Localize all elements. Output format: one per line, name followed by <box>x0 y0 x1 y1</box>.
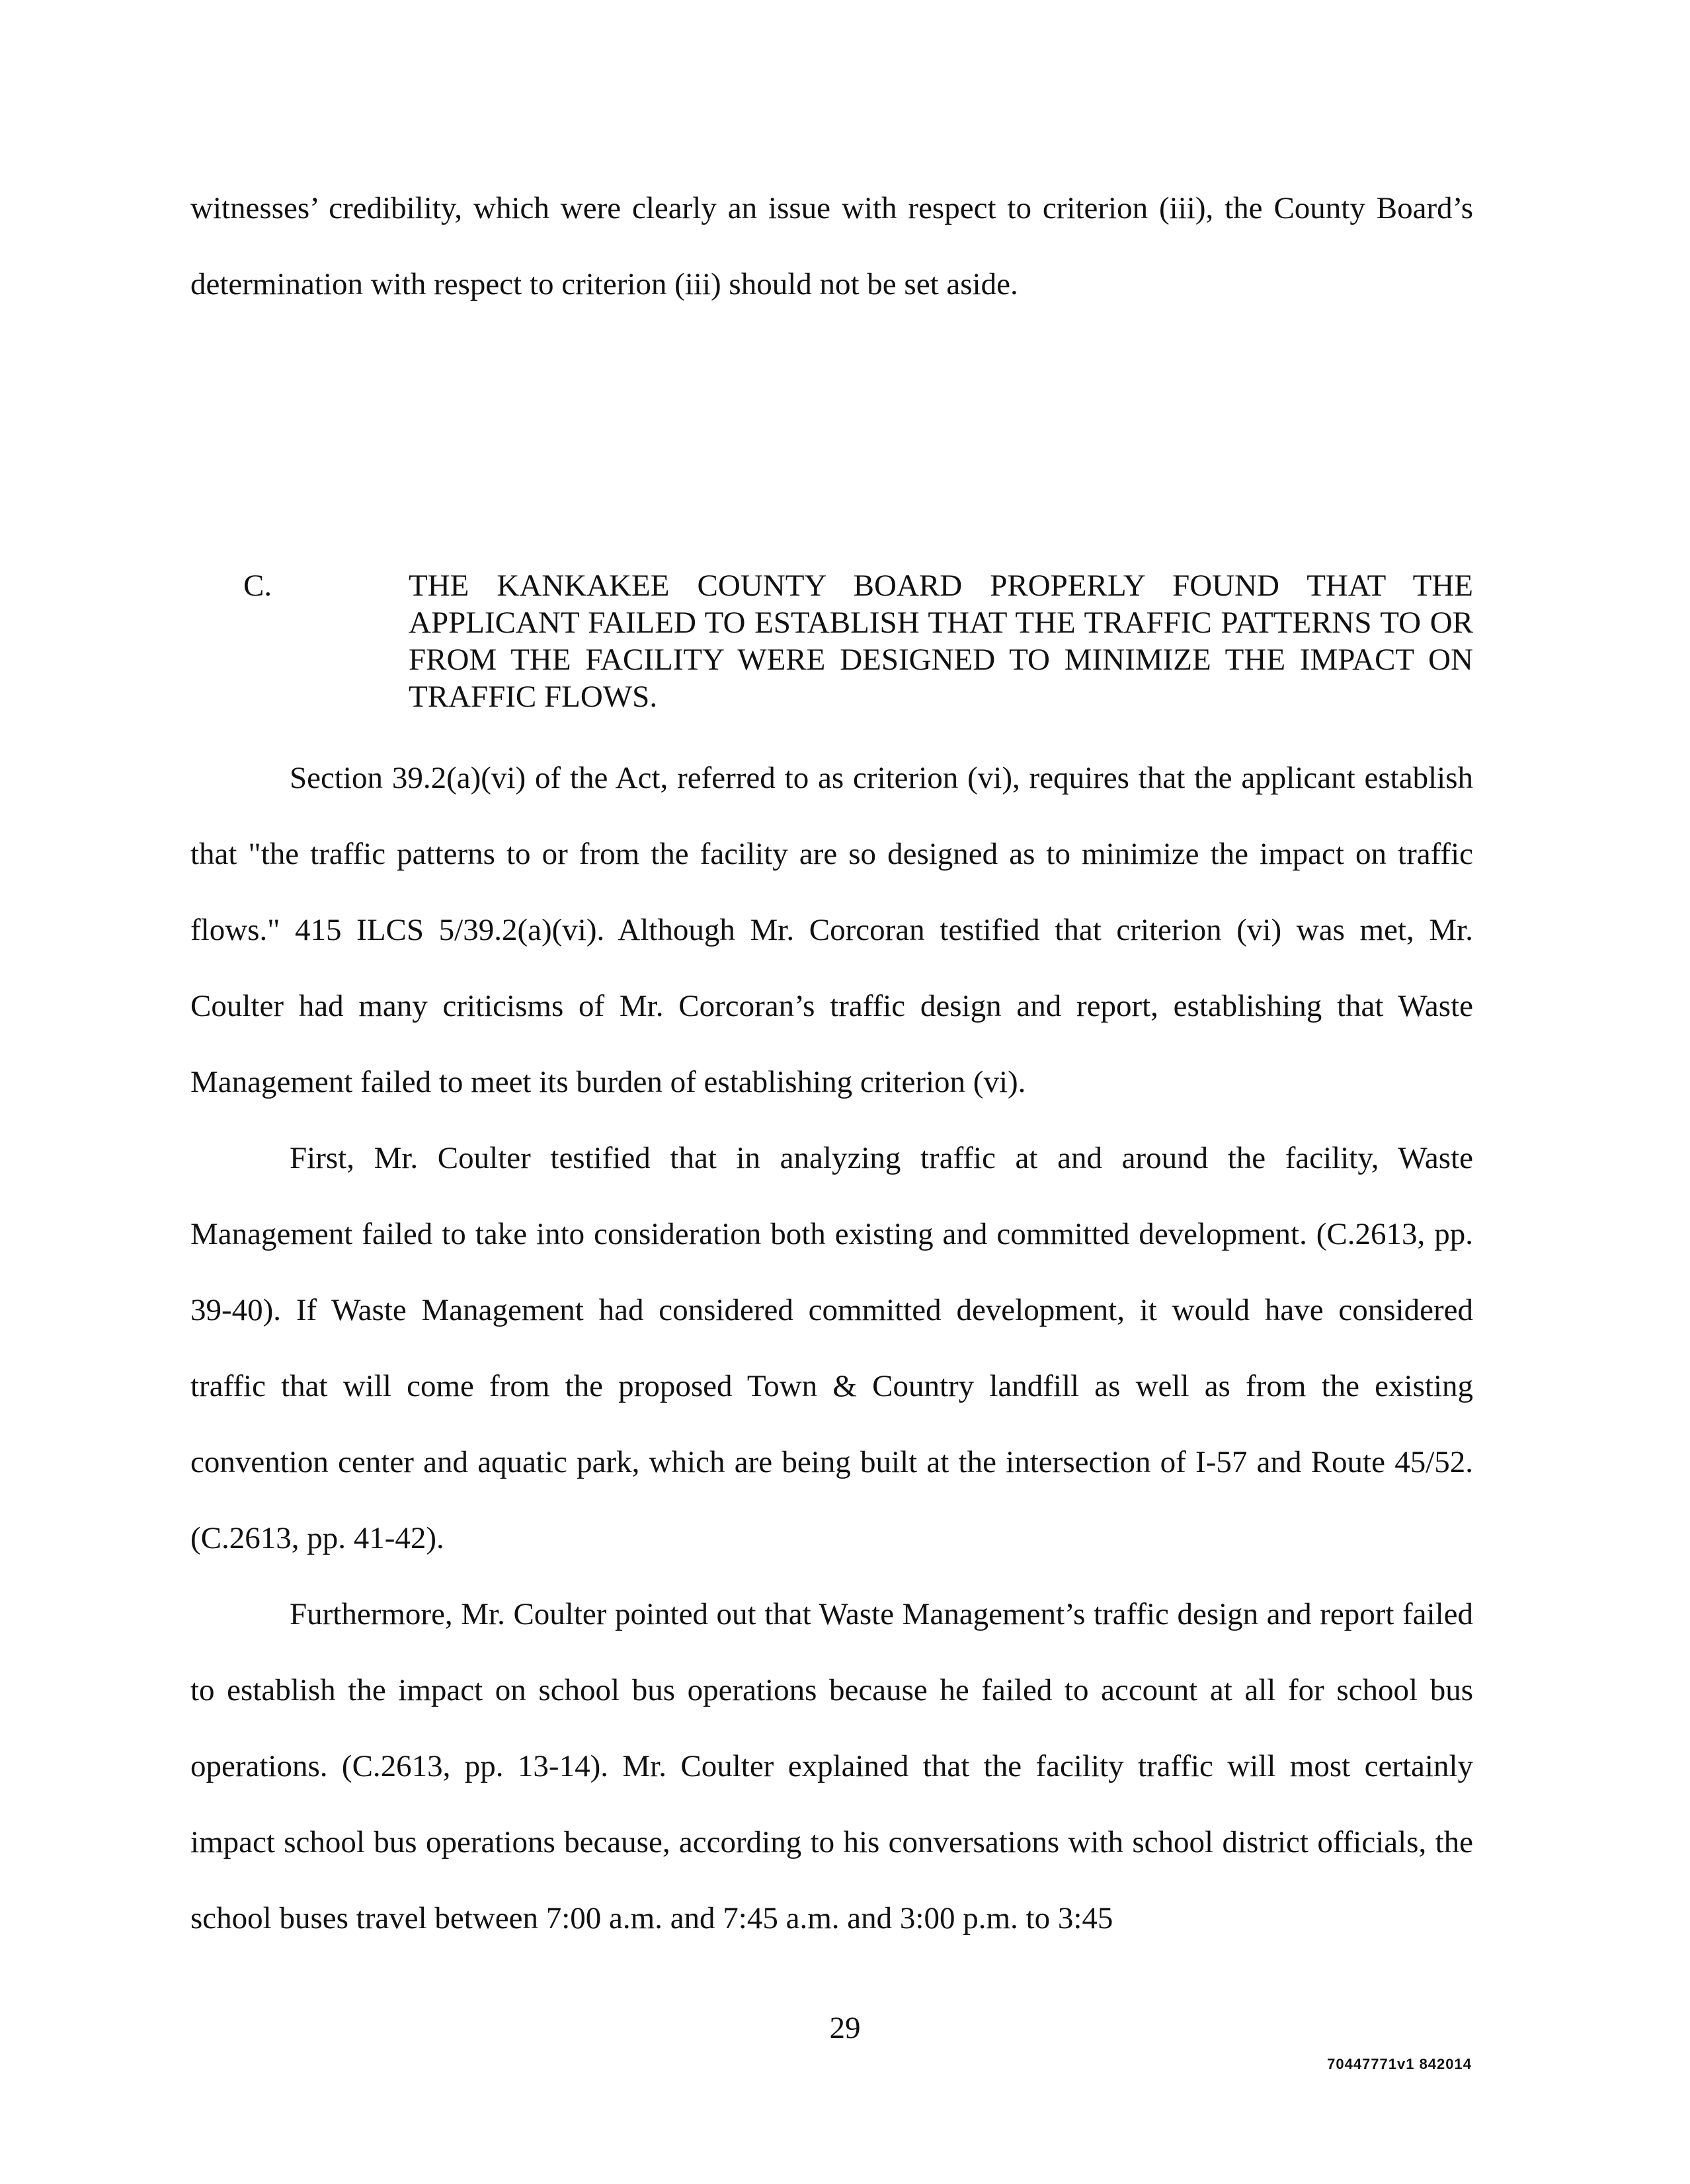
body-text <box>190 740 1473 1957</box>
page-number: 29 <box>829 2011 861 2045</box>
body-paragraph: Section 39.2(a)(vi) of the Act, referred to as criterion (vi), requires that the applicant establish that "the traffic patterns to or from the facility are so designed as to minimize the impact on traffic flows." 415 ILCS 5/39.2(a)(vi). Although Mr. Corcoran testified that criterion (vi) was met, Mr. Coulter had many criticisms of Mr. Corcoran’s traffic design and report, establishing that Waste Management failed to meet its burden of establishing criterion (vi). <box>190 761 1473 1099</box>
body-paragraph: Furthermore, Mr. Coulter pointed out that Waste Management’s traffic design and report failed to establish the impact on school bus operations because he failed to account at all for school bus operations. (C.2613, pp. 13-14). Mr. Coulter explained that the facility traffic will most certainly impact school bus operations because, according to his conversations with school district officials, the school buses travel between 7:00 a.m. and 7:45 a.m. and 3:00 p.m. to 3:45 <box>190 1597 1473 1935</box>
section-heading <box>190 567 1473 715</box>
document-id: 70447771v1 842014 <box>1327 2056 1472 2072</box>
section-heading-letter: C. <box>243 568 272 603</box>
opening-paragraph: witnesses’ credibility, which were clearly an issue with respect to criterion (iii), the County Board’s determination with respect to criterion (iii) should not be set aside. <box>190 191 1473 301</box>
body-paragraph: First, Mr. Coulter testified that in analyzing traffic at and around the facility, Waste Management failed to take into consideration both existing and committed development. (C.2613, pp. 39-40). If Waste Management had considered committed development, it would have considered traffic that will come from the proposed Town & Country landfill as well as from the existing convention center and aquatic park, which are being built at the intersection of I-57 and Route 45/52. (C.2613, pp. 41-42). <box>190 1141 1473 1555</box>
section-heading-text: THE KANKAKEE COUNTY BOARD PROPERLY FOUND THAT THE APPLICANT FAILED TO ESTABLISH THAT THE TRAFFIC PATTERNS TO OR FROM THE FACILITY WERE DESIGNED TO MINIMIZE THE IMPACT ON TRAFFIC FLOWS. <box>409 568 1473 714</box>
